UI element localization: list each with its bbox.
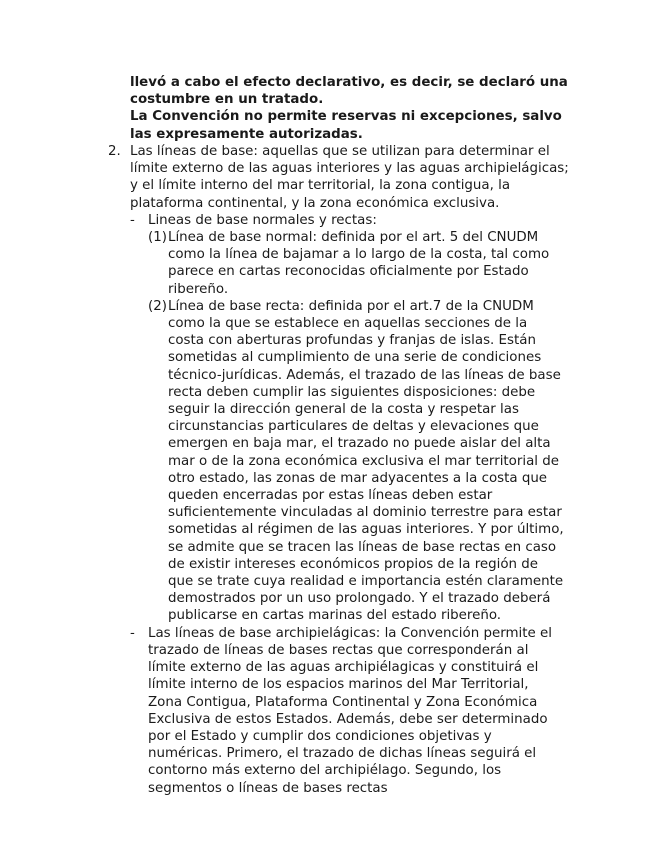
sub-item-2 [148, 298, 578, 625]
bold-paragraph [130, 74, 570, 143]
sub-marker-1: (1) [148, 230, 167, 246]
bold-line-reservations: La Convención no permite reservas ni excepciones, salvo las expresamente autorizadas. [130, 109, 562, 142]
sub-item-1-text: Línea de base normal: definida por el art. 5 del CNUDM como la línea de bajamar a lo largo de la costa, tal como parece en cartas reconocidas oficialmente por Estado ribereño. [168, 230, 550, 297]
dash-marker-1: - [130, 212, 135, 228]
sub-marker-2: (2) [148, 298, 167, 314]
bold-line-declarative: llevó a cabo el efecto declarativo, es decir, se declaró una costumbre en un tratado. [130, 75, 568, 108]
list-item-2 [108, 143, 578, 797]
dash-marker-2: - [130, 625, 135, 641]
list-marker-2: 2. [108, 144, 121, 159]
dash-item-2-text: Las líneas de base archipielágicas: la Convención permite el trazado de líneas de bases rectas que corresponderán al límite externo de las aguas archipiélagicas y constituirá el límite interno de los espacios marinos del Mar Territorial, Zona Contigua, Plataforma Continental y Zona Económica Exclusiva de estos Estados. Además, debe ser determinado por el Estado y cumplir dos condiciones objetivas y numéricas. Primero, el trazado de dichas líneas seguirá el contorno más externo del archipiélago. Segundo, los segmentos o líneas de bases rectas [148, 625, 552, 796]
sub-item-2-text: Línea de base recta: definida por el art.7 de la CNUDM como la que se establece en aquellas secciones de la costa con aberturas profundas y franjas de islas. Están sometidas al cumplimiento de una serie de condiciones técnico-jurídicas. Además, el trazado de las líneas de base recta deben cumplir las siguientes disposiciones: debe seguir la dirección general de la costa y respetar las circunstancias particulares de deltas y elevaciones que emergen en baja mar, el trazado no puede aislar del alta mar o de la zona económica exclusiva el mar territorial de otro estado, las zonas de mar adyacentes a la costa que queden encerradas por estas líneas deben estar suficientemente vinculadas al dominio terrestre para estar sometidas al régimen de las aguas interiores. Y por último, se admite que se tracen las líneas de base rectas en caso de existir intereses económicos propios de la región de que se trate cuya realidad e importancia estén claramente demostrados por un uso prolongado. Y el trazado deberá publicarse en cartas marinas del estado ribereño. [168, 298, 564, 624]
list-item-2-text: Las líneas de base: aquellas que se utilizan para determinar el límite externo de las aguas interiores y las aguas archipielágicas; y el límite interno del mar territorial, la zona contigua, la plataforma continental, y la zona económica exclusiva. [130, 144, 569, 211]
dash-item-1-text: Lineas de base normales y rectas: [148, 212, 377, 228]
sub-item-1 [148, 229, 578, 298]
dash-item-archipelagic [130, 625, 578, 797]
dash-item-normal-straight [130, 212, 578, 625]
